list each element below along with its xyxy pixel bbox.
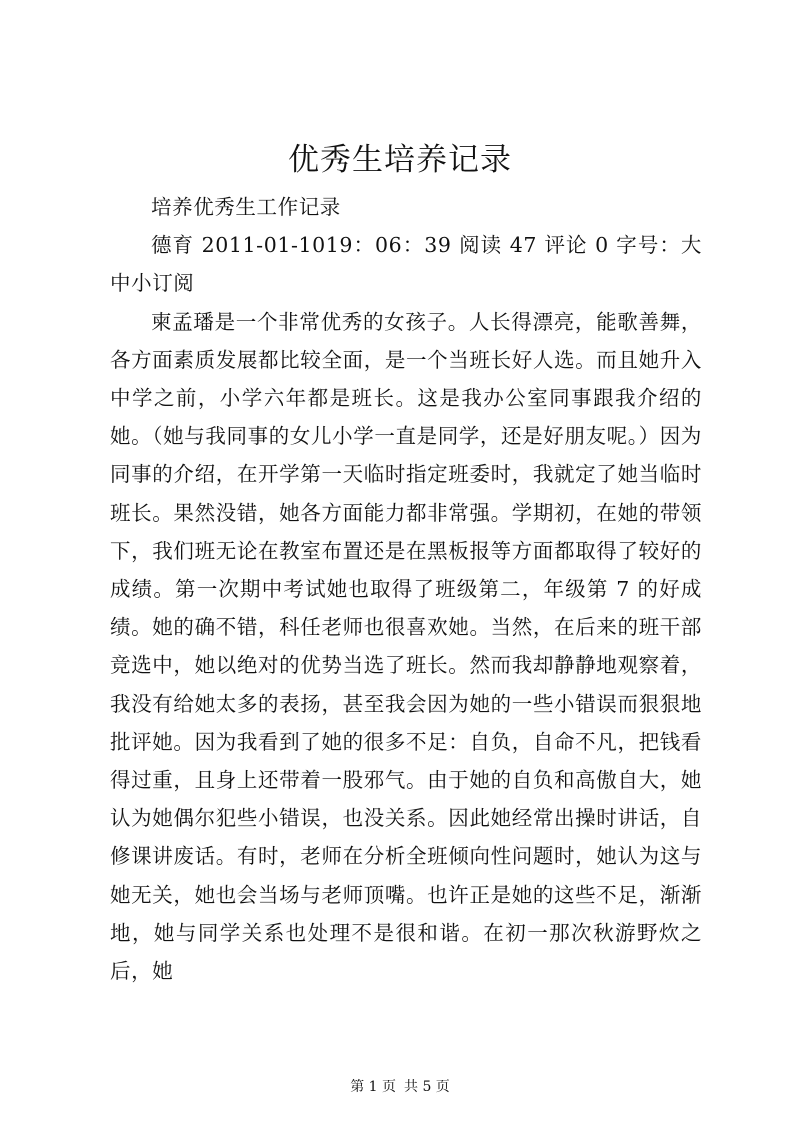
subtitle-paragraph: 培养优秀生工作记录 xyxy=(151,195,341,219)
page-footer xyxy=(0,1077,800,1097)
meta-paragraph: 德育 2011-01-1019：06：39 阅读 47 评论 0 字号：大中小订阅 xyxy=(110,233,702,296)
page-number: 第 1 页 xyxy=(350,1079,396,1095)
document-body xyxy=(110,188,702,990)
body-paragraph: 柬孟璠是一个非常优秀的女孩子。人长得漂亮，能歌善舞，各方面素质发展都比较全面，是一个当班长好人选。而且她升入中学之前，小学六年都是班长。这是我办公室同事跟我介绍的她。（她与我同事的女儿小学一直是同学，还是好朋友呢。）因为同事的介绍，在开学第一天临时指定班委时，我就定了她当临时班长。果然没错，她各方面能力都非常强。学期初，在她的带领下，我们班无论在教室布置还是在黑板报等方面都取得了较好的成绩。第一次期中考试她也取得了班级第二，年级第 7 的好成绩。她的确不错，科任老师也很喜欢她。当然，在后来的班干部竞选中，她以绝对的优势当选了班长。然而我却静静地观察着，我没有给她太多的表扬，甚至我会因为她的一些小错误而狠狠地批评她。因为我看到了她的很多不足：自负，自命不凡，把钱看得过重，且身上还带着一股邪气。由于她的自负和高傲自大，她认为她偶尔犯些小错误，也没关系。因此她经常出操时讲话，自修课讲废话。有时，老师在分析全班倾向性问题时，她认为这与她无关，她也会当场与老师顶嘴。也许正是她的这些不足，渐渐地，她与同学关系也处理不是很和谐。在初一那次秋游野炊之后，她 xyxy=(110,309,702,984)
page-total: 共 5 页 xyxy=(404,1079,450,1095)
document-title: 优秀生培养记录 xyxy=(288,142,512,178)
